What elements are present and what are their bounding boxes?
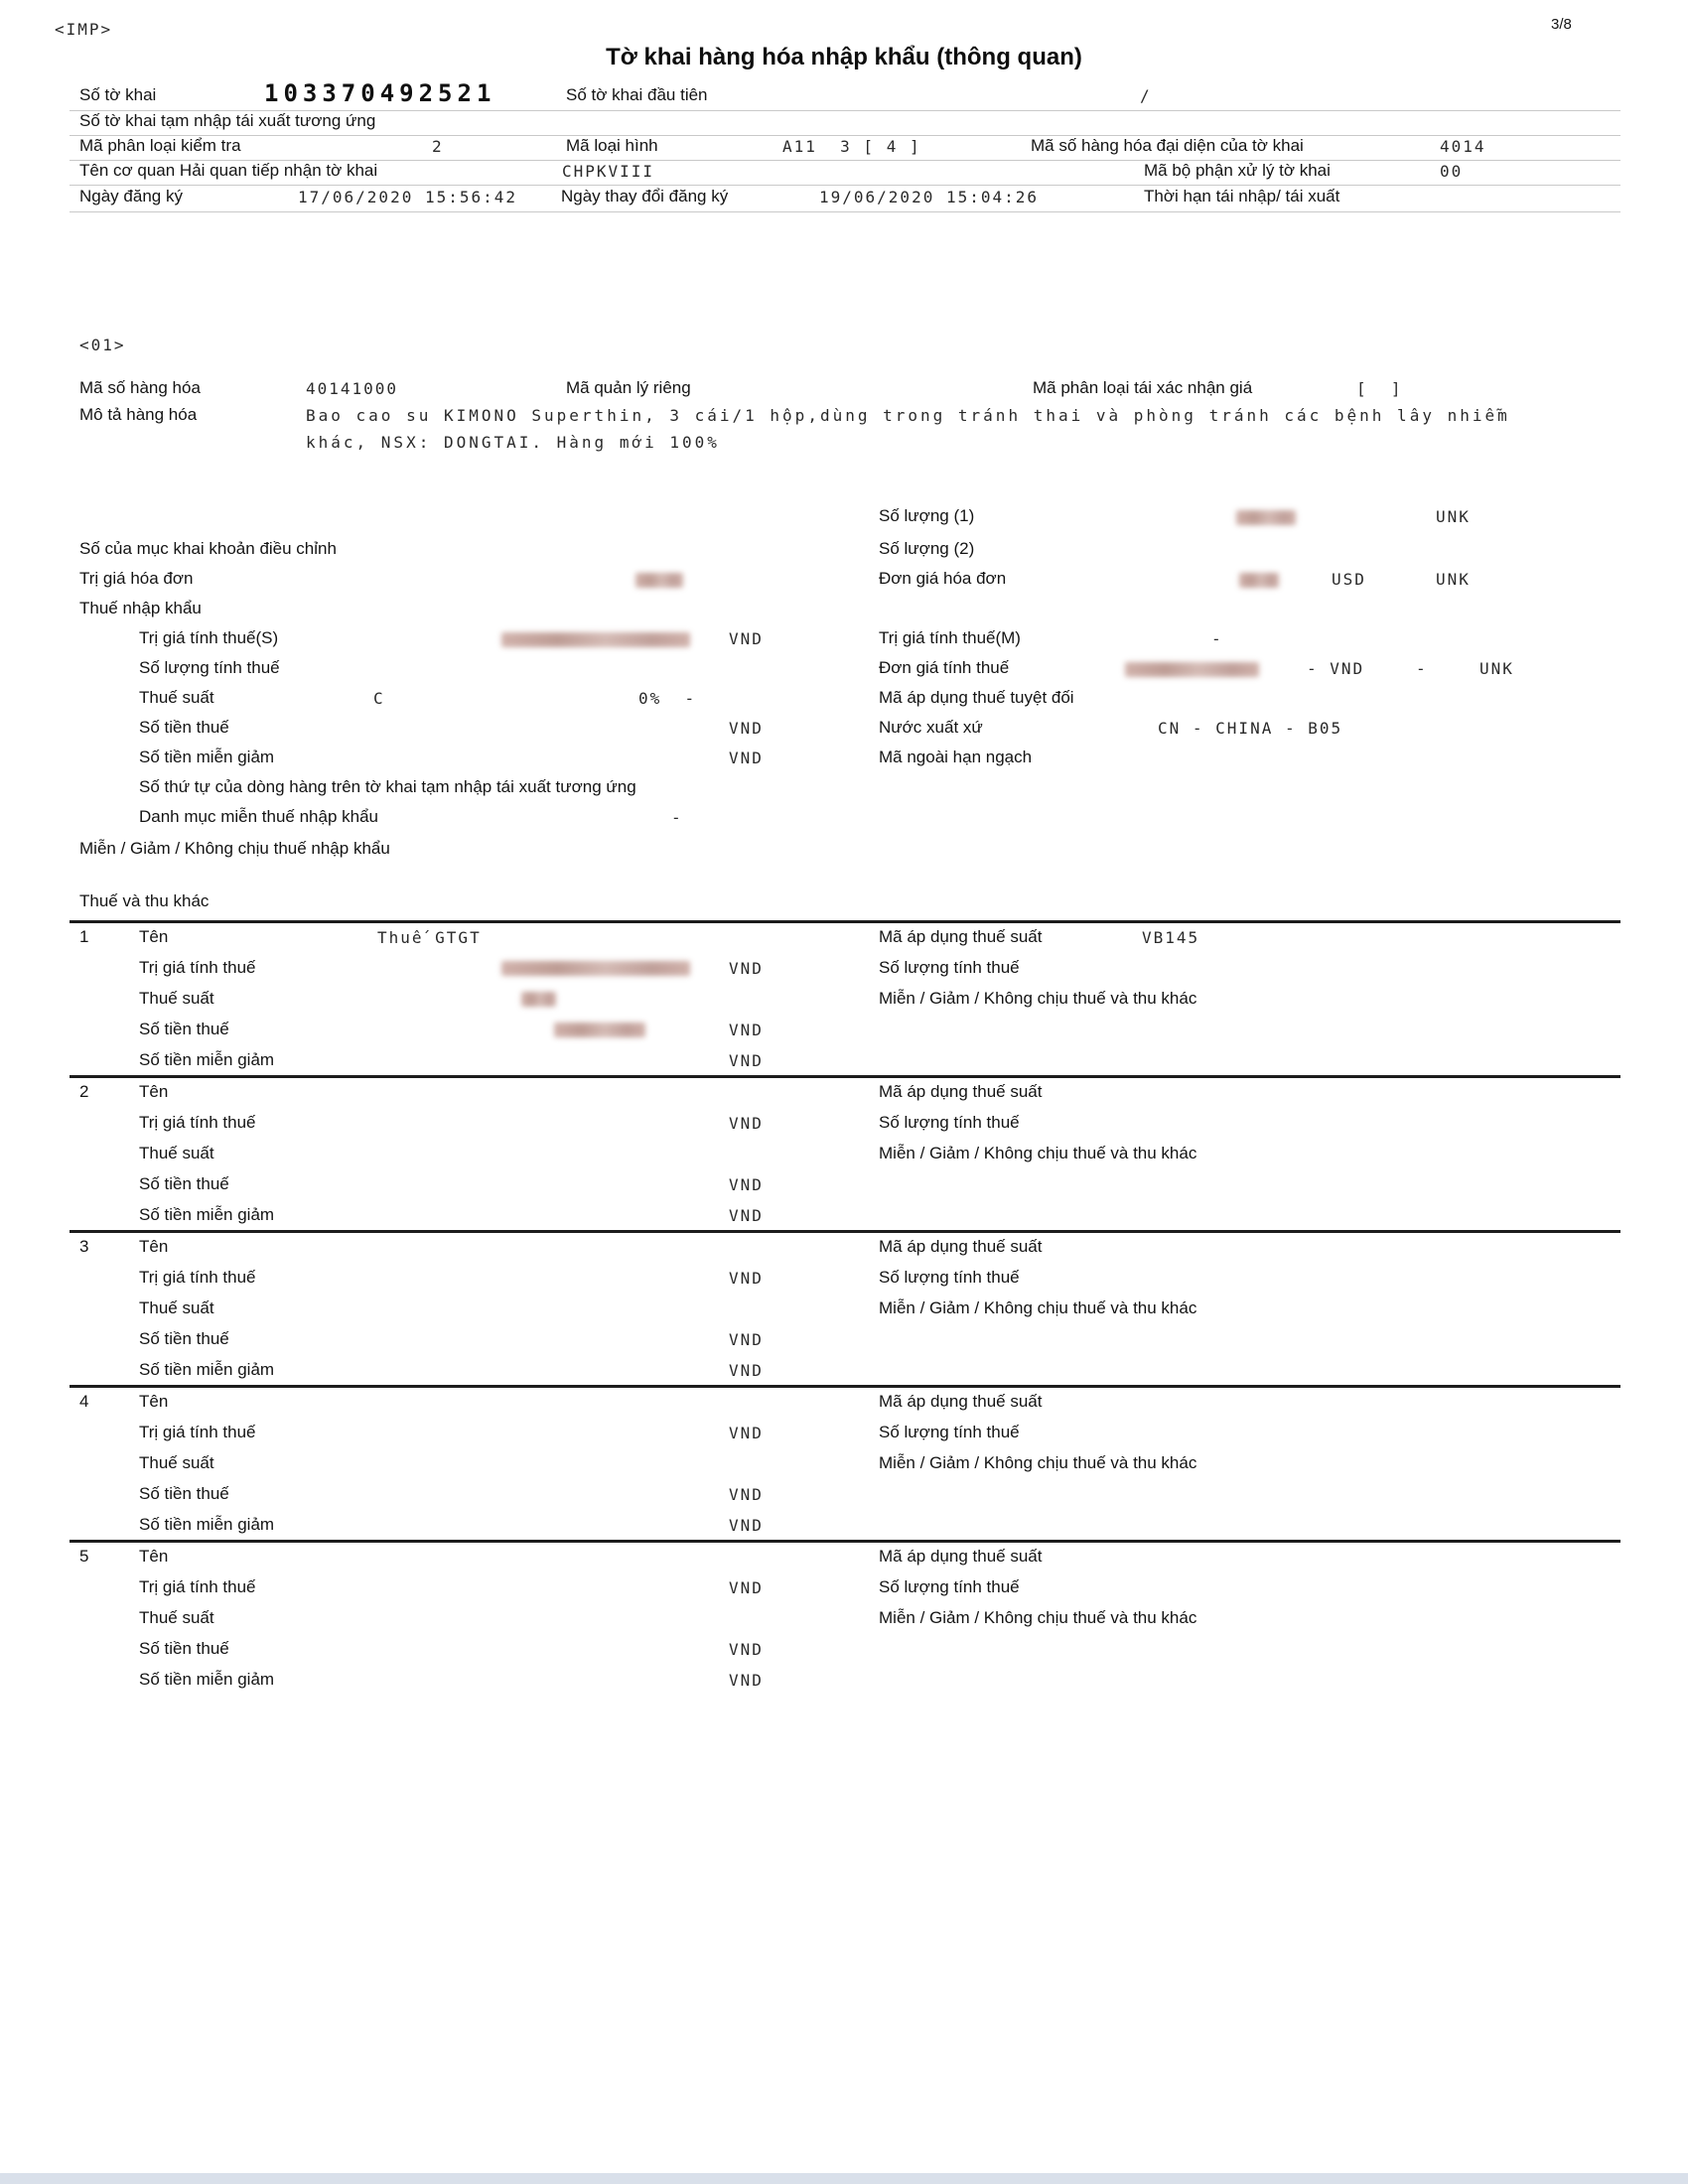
tax-amount-label: Số tiền thuế bbox=[139, 718, 229, 737]
tax-rate-value: 0% - bbox=[638, 689, 697, 708]
reduction-amount-label: Số tiền miễn giảm bbox=[139, 748, 275, 766]
currency-vnd: VND bbox=[729, 1671, 764, 1690]
tax-rate-label: Thuế suất bbox=[139, 1608, 214, 1627]
registration-change-date-value: 19/06/2020 15:04:26 bbox=[819, 188, 1040, 206]
taxable-unit-price-dash: - bbox=[1416, 659, 1428, 678]
tax-row-number: 5 bbox=[79, 1547, 89, 1566]
type-code-value: A11 3 [ 4 ] bbox=[782, 137, 921, 156]
taxable-qty-label: Số lượng tính thuế bbox=[879, 1268, 1020, 1287]
currency-vnd: VND bbox=[729, 959, 764, 978]
first-declaration-no-label: Số tờ khai đầu tiên bbox=[566, 85, 708, 104]
declaration-no-label: Số tờ khai bbox=[79, 85, 157, 104]
goods-description-line1: Bao cao su KIMONO Superthin, 3 cái/1 hộp,dùng trong tránh thai và phòng tránh các bệnh lây nhiễm bbox=[306, 406, 1510, 425]
divider bbox=[70, 211, 1620, 212]
currency-vnd: VND bbox=[729, 1330, 764, 1349]
price-reconfirmation-value: [ ] bbox=[1356, 379, 1403, 398]
taxable-value-label: Trị giá tính thuế bbox=[139, 958, 256, 977]
tax-name-value: Thuế GTGT bbox=[377, 928, 482, 947]
currency-vnd: VND bbox=[729, 1114, 764, 1133]
goods-description-line2: khác, NSX: DONGTAI. Hàng mới 100% bbox=[306, 433, 720, 452]
currency-vnd: VND bbox=[729, 1175, 764, 1194]
scan-edge-strip bbox=[0, 2173, 1688, 2184]
tax-rate-code: C bbox=[373, 689, 385, 708]
quantity-2-label: Số lượng (2) bbox=[879, 539, 975, 558]
taxable-unit-price-label: Đơn giá tính thuế bbox=[879, 658, 1010, 677]
tax-rate-code-label: Mã áp dụng thuế suất bbox=[879, 1082, 1043, 1101]
temp-import-reexport-no-label: Số tờ khai tạm nhập tái xuất tương ứng bbox=[79, 111, 376, 130]
tax-rate-label: Thuế suất bbox=[139, 1144, 214, 1162]
tax-rate-code-label: Mã áp dụng thuế suất bbox=[879, 1547, 1043, 1566]
taxable-unit-price-suffix: - VND bbox=[1307, 659, 1365, 678]
taxable-value-label: Trị giá tính thuế bbox=[139, 1268, 256, 1287]
import-tax-exemption-list-value: - bbox=[671, 808, 683, 827]
tax-rate-label: Thuế suất bbox=[139, 1298, 214, 1317]
representative-hs-code-label: Mã số hàng hóa đại diện của tờ khai bbox=[1031, 136, 1304, 155]
tax-row-number: 2 bbox=[79, 1082, 89, 1101]
tax-block-1 bbox=[0, 927, 1688, 1081]
redacted-tax-rate bbox=[521, 992, 556, 1007]
taxable-unit-price-unit: UNK bbox=[1479, 659, 1514, 678]
currency-vnd: VND bbox=[729, 1021, 764, 1039]
invoice-value-label: Trị giá hóa đơn bbox=[79, 569, 194, 588]
taxable-qty-label: Số lượng tính thuế bbox=[879, 1577, 1020, 1596]
redacted-taxable-unit-price bbox=[1125, 662, 1259, 677]
adjustment-items-label: Số của mục khai khoản điều chỉnh bbox=[79, 539, 337, 558]
reimport-reexport-deadline-label: Thời hạn tái nhập/ tái xuất bbox=[1144, 187, 1340, 205]
type-code-label: Mã loại hình bbox=[566, 136, 658, 155]
import-tax-exemption-list-label: Danh mục miễn thuế nhập khẩu bbox=[139, 807, 378, 826]
currency-vnd: VND bbox=[729, 1516, 764, 1535]
customs-office-label: Tên cơ quan Hải quan tiếp nhận tờ khai bbox=[79, 161, 378, 180]
inspection-classification-value: 2 bbox=[432, 137, 444, 156]
item-section-tag: <01> bbox=[79, 336, 126, 354]
tax-amount-label: Số tiền thuế bbox=[139, 1329, 229, 1348]
taxable-qty-label: Số lượng tính thuế bbox=[879, 1113, 1020, 1132]
currency-vnd: VND bbox=[729, 1361, 764, 1380]
quantity-1-label: Số lượng (1) bbox=[879, 506, 975, 525]
tax-amount-label: Số tiền thuế bbox=[139, 1484, 229, 1503]
processing-unit-code-value: 00 bbox=[1440, 162, 1464, 181]
tax-reduction-label: Số tiền miễn giảm bbox=[139, 1205, 275, 1224]
exemption-note-label: Miễn / Giảm / Không chịu thuế nhập khẩu bbox=[79, 839, 390, 858]
currency-vnd: VND bbox=[729, 629, 764, 648]
tax-name-label: Tên bbox=[139, 1237, 169, 1256]
redacted-tax-taxable-value bbox=[501, 961, 690, 976]
divider bbox=[70, 135, 1620, 136]
country-of-origin-label: Nước xuất xứ bbox=[879, 718, 983, 737]
tax-rate-code-label: Mã áp dụng thuế suất bbox=[879, 1392, 1043, 1411]
redacted-quantity-1-value bbox=[1236, 510, 1296, 525]
tax-exemption-label: Miễn / Giảm / Không chịu thuế và thu khác bbox=[879, 1608, 1197, 1627]
private-management-code-label: Mã quản lý riêng bbox=[566, 378, 691, 397]
taxable-value-s-label: Trị giá tính thuế(S) bbox=[139, 628, 279, 647]
tax-name-label: Tên bbox=[139, 927, 169, 946]
tax-block-2 bbox=[0, 1082, 1688, 1236]
currency-vnd: VND bbox=[729, 1206, 764, 1225]
tax-block-3 bbox=[0, 1237, 1688, 1391]
tax-rate-code-label: Mã áp dụng thuế suất bbox=[879, 1237, 1043, 1256]
currency-vnd: VND bbox=[729, 1485, 764, 1504]
redacted-invoice-value bbox=[635, 573, 683, 588]
tax-row-number: 1 bbox=[79, 927, 89, 946]
currency-vnd: VND bbox=[729, 1269, 764, 1288]
out-of-quota-code-label: Mã ngoài hạn ngạch bbox=[879, 748, 1033, 766]
redacted-invoice-unit-price bbox=[1239, 573, 1279, 588]
country-of-origin-value: CN - CHINA - B05 bbox=[1158, 719, 1343, 738]
tax-exemption-label: Miễn / Giảm / Không chịu thuế và thu khác bbox=[879, 1298, 1197, 1317]
tax-name-label: Tên bbox=[139, 1082, 169, 1101]
tax-name-label: Tên bbox=[139, 1392, 169, 1411]
currency-vnd: VND bbox=[729, 1578, 764, 1597]
tax-reduction-label: Số tiền miễn giảm bbox=[139, 1670, 275, 1689]
invoice-unit-price-currency: USD bbox=[1332, 570, 1366, 589]
temp-declaration-line-no-label: Số thứ tự của dòng hàng trên tờ khai tạm nhập tái xuất tương ứng bbox=[139, 777, 636, 796]
invoice-unit-price-label: Đơn giá hóa đơn bbox=[879, 569, 1007, 588]
section-rule bbox=[70, 920, 1620, 923]
currency-vnd: VND bbox=[729, 1051, 764, 1070]
tax-row-number: 4 bbox=[79, 1392, 89, 1411]
taxable-value-label: Trị giá tính thuế bbox=[139, 1113, 256, 1132]
divider bbox=[70, 185, 1620, 186]
taxable-quantity-label: Số lượng tính thuế bbox=[139, 658, 280, 677]
tax-row-number: 3 bbox=[79, 1237, 89, 1256]
goods-description-label: Mô tả hàng hóa bbox=[79, 405, 198, 424]
declaration-no-value: 103370492521 bbox=[264, 79, 496, 107]
tax-amount-label: Số tiền thuế bbox=[139, 1639, 229, 1658]
currency-vnd: VND bbox=[729, 1424, 764, 1442]
tax-block-4 bbox=[0, 1392, 1688, 1546]
registration-date-value: 17/06/2020 15:56:42 bbox=[298, 188, 518, 206]
hs-code-label: Mã số hàng hóa bbox=[79, 378, 201, 397]
taxable-qty-label: Số lượng tính thuế bbox=[879, 958, 1020, 977]
first-declaration-no-value: / bbox=[1140, 86, 1152, 105]
registration-date-label: Ngày đăng ký bbox=[79, 187, 183, 205]
tax-reduction-label: Số tiền miễn giảm bbox=[139, 1360, 275, 1379]
representative-hs-code-value: 4014 bbox=[1440, 137, 1486, 156]
redacted-tax-amount bbox=[554, 1023, 645, 1037]
import-tax-heading: Thuế nhập khẩu bbox=[79, 599, 202, 617]
tax-reduction-label: Số tiền miễn giảm bbox=[139, 1050, 275, 1069]
quantity-1-unit: UNK bbox=[1436, 507, 1471, 526]
tax-exemption-label: Miễn / Giảm / Không chịu thuế và thu khác bbox=[879, 989, 1197, 1008]
other-taxes-heading: Thuế và thu khác bbox=[79, 891, 210, 910]
hs-code-value: 40141000 bbox=[306, 379, 399, 398]
taxable-value-m-value: - bbox=[1211, 629, 1223, 648]
invoice-unit-price-unit: UNK bbox=[1436, 570, 1471, 589]
currency-vnd: VND bbox=[729, 1640, 764, 1659]
tax-exemption-label: Miễn / Giảm / Không chịu thuế và thu khác bbox=[879, 1144, 1197, 1162]
processing-unit-code-label: Mã bộ phận xử lý tờ khai bbox=[1144, 161, 1331, 180]
page-indicator: 3/8 bbox=[1551, 16, 1572, 33]
tax-reduction-label: Số tiền miễn giảm bbox=[139, 1515, 275, 1534]
redacted-taxable-value-s bbox=[501, 632, 690, 647]
tax-name-label: Tên bbox=[139, 1547, 169, 1566]
tax-rate-code-label: Mã áp dụng thuế suất bbox=[879, 927, 1043, 946]
page-title: Tờ khai hàng hóa nhập khẩu (thông quan) bbox=[606, 44, 1082, 70]
tax-rate-label: Thuế suất bbox=[139, 688, 214, 707]
tax-amount-label: Số tiền thuế bbox=[139, 1020, 229, 1038]
price-reconfirmation-label: Mã phân loại tái xác nhận giá bbox=[1033, 378, 1253, 397]
customs-office-value: CHPKVIII bbox=[562, 162, 655, 181]
tax-block-5 bbox=[0, 1547, 1688, 1701]
absolute-tax-code-label: Mã áp dụng thuế tuyệt đối bbox=[879, 688, 1074, 707]
inspection-classification-label: Mã phân loại kiểm tra bbox=[79, 136, 241, 155]
doc-type-tag: <IMP> bbox=[55, 20, 113, 39]
tax-amount-label: Số tiền thuế bbox=[139, 1174, 229, 1193]
taxable-value-label: Trị giá tính thuế bbox=[139, 1423, 256, 1441]
tax-rate-label: Thuế suất bbox=[139, 1453, 214, 1472]
currency-vnd: VND bbox=[729, 749, 764, 767]
taxable-value-label: Trị giá tính thuế bbox=[139, 1577, 256, 1596]
registration-change-date-label: Ngày thay đổi đăng ký bbox=[561, 187, 729, 205]
currency-vnd: VND bbox=[729, 719, 764, 738]
taxable-qty-label: Số lượng tính thuế bbox=[879, 1423, 1020, 1441]
tax-rate-label: Thuế suất bbox=[139, 989, 214, 1008]
tax-rate-code-value: VB145 bbox=[1142, 928, 1200, 947]
taxable-value-m-label: Trị giá tính thuế(M) bbox=[879, 628, 1021, 647]
tax-exemption-label: Miễn / Giảm / Không chịu thuế và thu khác bbox=[879, 1453, 1197, 1472]
